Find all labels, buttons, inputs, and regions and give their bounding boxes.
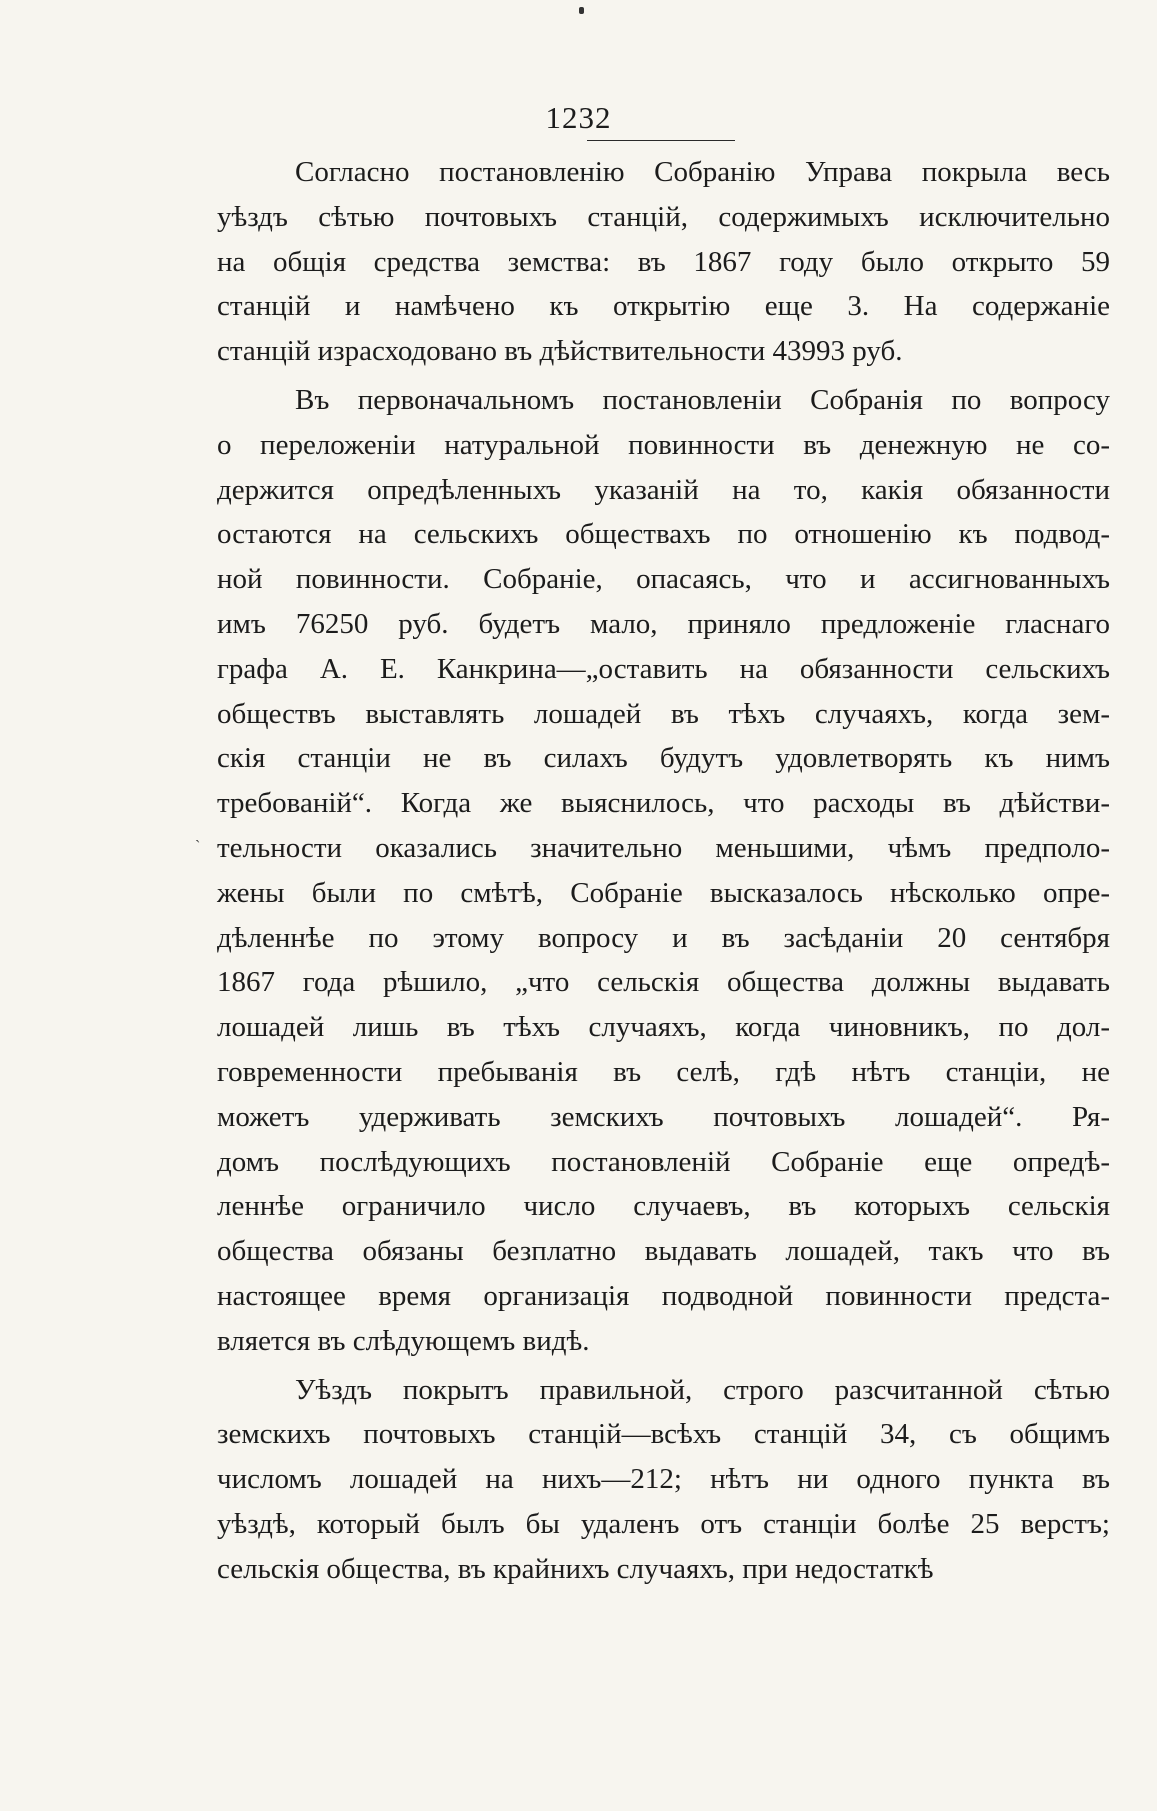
text-line: сельскія общества, въ крайнихъ случаяхъ, при недостаткѣ bbox=[217, 1552, 934, 1585]
text-line: уѣздъ сѣтью почтовыхъ станцій, содержимыхъ исключительно bbox=[217, 200, 1110, 233]
text-line: требованій“. Когда же выяснилось, что расходы въ дѣйстви- bbox=[217, 787, 1110, 820]
text-line: Въ первоначальномъ постановленіи Собранія по вопросу bbox=[295, 383, 1110, 416]
text-line: настоящее время организація подводной повинности предста- bbox=[217, 1279, 1110, 1312]
text-line: графа А. Е. Канкрина—„оставить на обязанности сельскихъ bbox=[217, 652, 1110, 685]
text-line: лошадей лишь въ тѣхъ случаяхъ, когда чиновникъ, по дол- bbox=[217, 1011, 1110, 1044]
text-line: домъ послѣдующихъ постановленій Собраніе еще опредѣ- bbox=[217, 1145, 1110, 1178]
text-line: держится опредѣленныхъ указаній на то, какія обязанности bbox=[217, 473, 1110, 506]
text-line: 1867 года рѣшило, „что сельскія общества должны выдавать bbox=[217, 966, 1110, 999]
paragraph-1 bbox=[217, 150, 1110, 374]
text-line: Уѣздъ покрытъ правильной, строго разсчитанной сѣтью bbox=[295, 1373, 1110, 1406]
text-line: жены были по смѣтѣ, Собраніе высказалось нѣсколько опре- bbox=[217, 876, 1110, 909]
text-line: можетъ удерживать земскихъ почтовыхъ лошадей“. Ря- bbox=[217, 1100, 1110, 1133]
text-line: на общія средства земства: въ 1867 году было открыто 59 bbox=[217, 245, 1110, 278]
paragraph-2 bbox=[217, 378, 1110, 1364]
text-line: числомъ лошадей на нихъ—212; нѣтъ ни одного пункта въ bbox=[217, 1463, 1110, 1496]
page-number: 1232 bbox=[545, 100, 612, 135]
text-line: имъ 76250 руб. будетъ мало, приняло предложеніе гласнаго bbox=[217, 607, 1110, 640]
text-line: вляется въ слѣдующемъ видѣ. bbox=[217, 1324, 590, 1357]
paragraph-3 bbox=[217, 1368, 1110, 1592]
text-line: земскихъ почтовыхъ станцій—всѣхъ станцій 34, съ общимъ bbox=[217, 1418, 1110, 1451]
page-number-rule bbox=[587, 140, 735, 141]
text-line: тельности оказались значительно меньшими, чѣмъ предполо- bbox=[217, 831, 1110, 864]
text-line: Согласно постановленію Собранію Управа покрыла весь bbox=[295, 156, 1110, 188]
text-line: уѣздѣ, который былъ бы удаленъ отъ станціи болѣе 25 верстъ; bbox=[217, 1507, 1110, 1540]
text-line: скія станціи не въ силахъ будутъ удовлетворять къ нимъ bbox=[217, 742, 1110, 775]
text-line: говременности пребыванія въ селѣ, гдѣ нѣтъ станціи, не bbox=[217, 1055, 1110, 1088]
text-line: ной повинности. Собраніе, опасаясь, что и ассигнованныхъ bbox=[217, 563, 1110, 596]
text-line: леннѣе ограничило число случаевъ, въ которыхъ сельскія bbox=[217, 1190, 1110, 1223]
text-line: станцій и намѣчено къ открытію еще 3. На содержаніе bbox=[217, 290, 1110, 323]
text-line: обществъ выставлять лошадей въ тѣхъ случаяхъ, когда зем- bbox=[217, 697, 1110, 730]
margin-mark: ˎ bbox=[195, 826, 201, 843]
ink-speck bbox=[579, 7, 584, 14]
text-line: общества обязаны безплатно выдавать лошадей, такъ что въ bbox=[217, 1235, 1110, 1268]
text-line: о переложеніи натуральной повинности въ денежную не со- bbox=[217, 428, 1110, 461]
body-text bbox=[217, 150, 1110, 1596]
text-line: станцій израсходовано въ дѣйствительности 43993 руб. bbox=[217, 335, 903, 368]
text-line: остаются на сельскихъ обществахъ по отношенію къ подвод- bbox=[217, 518, 1110, 551]
text-line: дѣленнѣе по этому вопросу и въ засѣданіи 20 сентября bbox=[217, 921, 1110, 954]
